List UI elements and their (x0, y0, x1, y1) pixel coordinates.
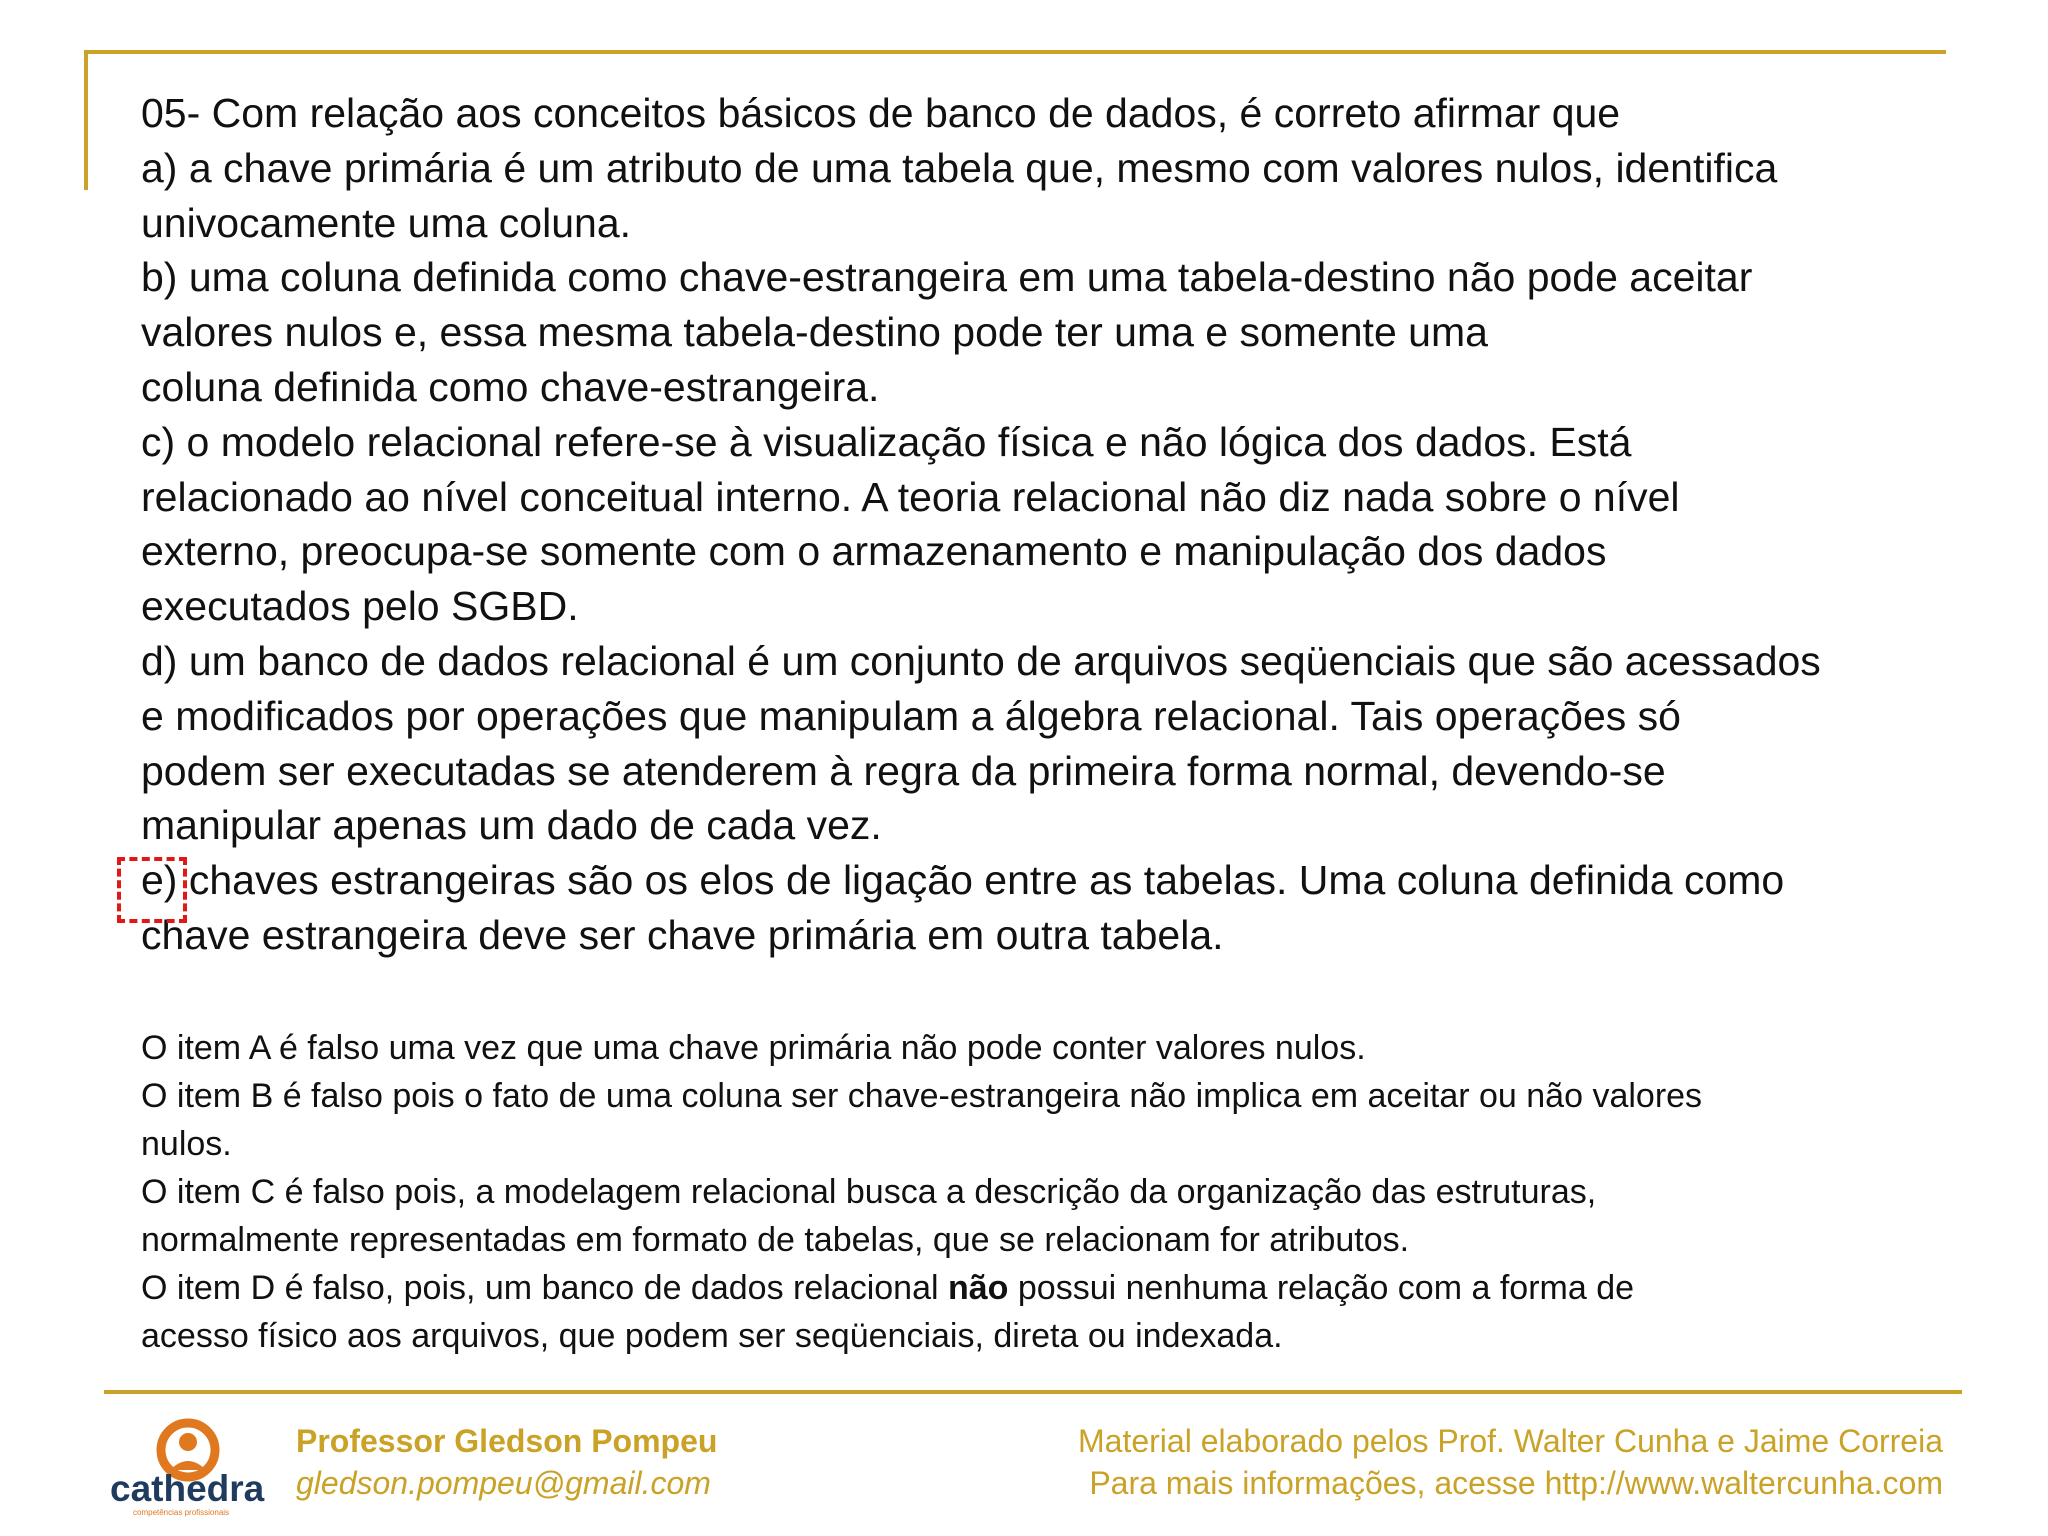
credit-line-2: Para mais informações, acesse http://www.waltercunha.com (1089, 1465, 1943, 1501)
option-d-line-4: manipular apenas um dado de cada vez. (141, 802, 882, 849)
explanation-b-line-2: nulos. (141, 1125, 232, 1163)
author-block (296, 1420, 717, 1504)
option-a-line-1: a) a chave primária é um atributo de uma tabela que, mesmo com valores nulos, identifica (141, 144, 1778, 191)
option-d-line-2: e modificados por operações que manipulam a álgebra relacional. Tais operações só (141, 692, 1681, 739)
option-d-line-1: d) um banco de dados relacional é um conjunto de arquivos seqüenciais que são acessados (141, 637, 1821, 684)
option-c-line-1: c) o modelo relacional refere-se à visualização física e não lógica dos dados. Está (141, 418, 1632, 465)
option-e-line-1-text: e) chaves estrangeiras são os elos de ligação entre as tabelas. Uma coluna definida como (141, 857, 1785, 904)
option-a-line-2: univocamente uma coluna. (141, 199, 632, 246)
credits-block (1078, 1420, 1943, 1504)
explanations-block (141, 1024, 2041, 1360)
question-block (141, 86, 2041, 963)
author-email: gledson.pompeu@gmail.com (296, 1465, 711, 1501)
question-stem: 05- Com relação aos conceitos básicos de banco de dados, é correto afirmar que (141, 90, 1621, 136)
explanation-a: O item A é falso uma vez que uma chave primária não pode conter valores nulos. (141, 1029, 1366, 1067)
option-b-line-2: valores nulos e, essa mesma tabela-destino pode ter uma e somente uma (141, 309, 1488, 356)
left-border (84, 50, 88, 190)
explanation-d-bold-word: não (948, 1269, 1009, 1307)
explanation-c-line-1: O item C é falso pois, a modelagem relacional busca a descrição da organização das estruturas, (141, 1173, 1597, 1211)
logo-wordmark: cathedra (110, 1468, 265, 1509)
explanation-d-text-after: possui nenhuma relação com a forma de (1008, 1269, 1635, 1307)
explanation-c-line-2: normalmente representadas em formato de tabelas, que se relacionam for atributos. (141, 1221, 1410, 1259)
credit-line-1: Material elaborado pelos Prof. Walter Cunha e Jaime Correia (1078, 1423, 1943, 1459)
logo-tagline: competências profissionais (133, 1508, 230, 1517)
explanation-d-line-1 (141, 1264, 2041, 1312)
option-c-line-3: externo, preocupa-se somente com o armazenamento e manipulação dos dados (141, 528, 1607, 575)
answer-highlight-box (117, 857, 187, 923)
explanation-d-line-2: acesso físico aos arquivos, que podem ser seqüenciais, direta ou indexada. (141, 1317, 1283, 1355)
option-d-line-3: podem ser executadas se atenderem à regra da primeira forma normal, devendo-se (141, 747, 1666, 794)
option-e-line-1 (141, 853, 2041, 908)
option-b-line-3: coluna definida como chave-estrangeira. (141, 363, 880, 410)
option-c-line-2: relacionado ao nível conceitual interno. A teoria relacional não diz nada sobre o nível (141, 473, 1680, 520)
explanation-d-text-before: O item D é falso, pois, um banco de dados relacional (141, 1269, 948, 1307)
explanation-b-line-1: O item B é falso pois o fato de uma coluna ser chave-estrangeira não implica em aceitar ou não valores (141, 1077, 1703, 1115)
top-border (84, 50, 1946, 54)
option-c-line-4: executados pelo SGBD. (141, 583, 579, 630)
option-b-line-1: b) uma coluna definida como chave-estrangeira em uma tabela-destino não pode aceitar (141, 254, 1753, 301)
author-name: Professor Gledson Pompeu (296, 1423, 718, 1459)
footer-divider (104, 1390, 1962, 1394)
option-e-line-2: chave estrangeira deve ser chave primária em outra tabela. (141, 911, 1224, 958)
